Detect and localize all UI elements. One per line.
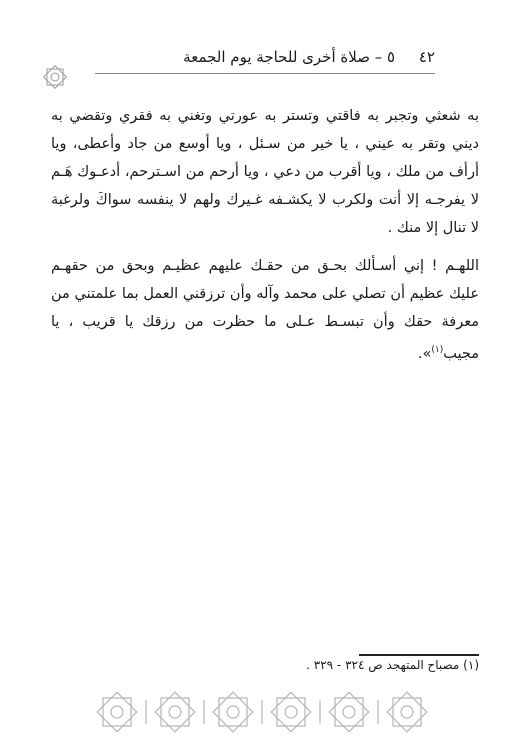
chapter-title: ٥ – صلاة أخرى للحاجة يوم الجمعة: [183, 48, 396, 66]
header-text: [183, 48, 435, 66]
paragraph-1-text: به شعثي وتجبر به فاقتي وتستر به عورتي وتغني به فقري وتقضي به ديني وتقر به عيني ، يا خير من سـئل ، ويا أوسع من جاد وأعطى، ويا أرأف من ملك ، ويا أقرب من دعي ، ويا أرحم من اسـترحم، أدعـوك هَـم لا يفرجـه إلا أنت ولكرب لا يكشـفه غـيرك ولهم لا ينفسه سواكَ ولرغبة لا تنال إلا منك .: [51, 108, 479, 236]
page-number: ٤٢: [418, 48, 435, 66]
running-header: [95, 48, 435, 82]
footnote: (١) مصباح المتهجد ص ٣٢٤ - ٣٢٩ .: [306, 658, 479, 672]
paragraph-1: [51, 102, 479, 242]
paragraph-2: [51, 252, 479, 368]
footnote-separator: [359, 654, 479, 656]
header-divider: [95, 73, 435, 74]
star-ornament-icon: [40, 62, 70, 92]
footnote-reference: (١): [431, 345, 444, 355]
paragraph-2-closing: ».: [417, 345, 432, 362]
paragraph-2-text: اللهـم ! إني أسـألك بحـق من حقـك عليهم عظيـم وبحق من حقهـم عليك عظيم أن تصلي على محمد وآله وأن ترزقني العمل بما علمتني من معرفة حقك وأن تبسـط عـلى ما حظرت من رزقك يا قريب ، يا مجيب: [51, 258, 479, 362]
decorative-border-icon: [95, 690, 435, 734]
